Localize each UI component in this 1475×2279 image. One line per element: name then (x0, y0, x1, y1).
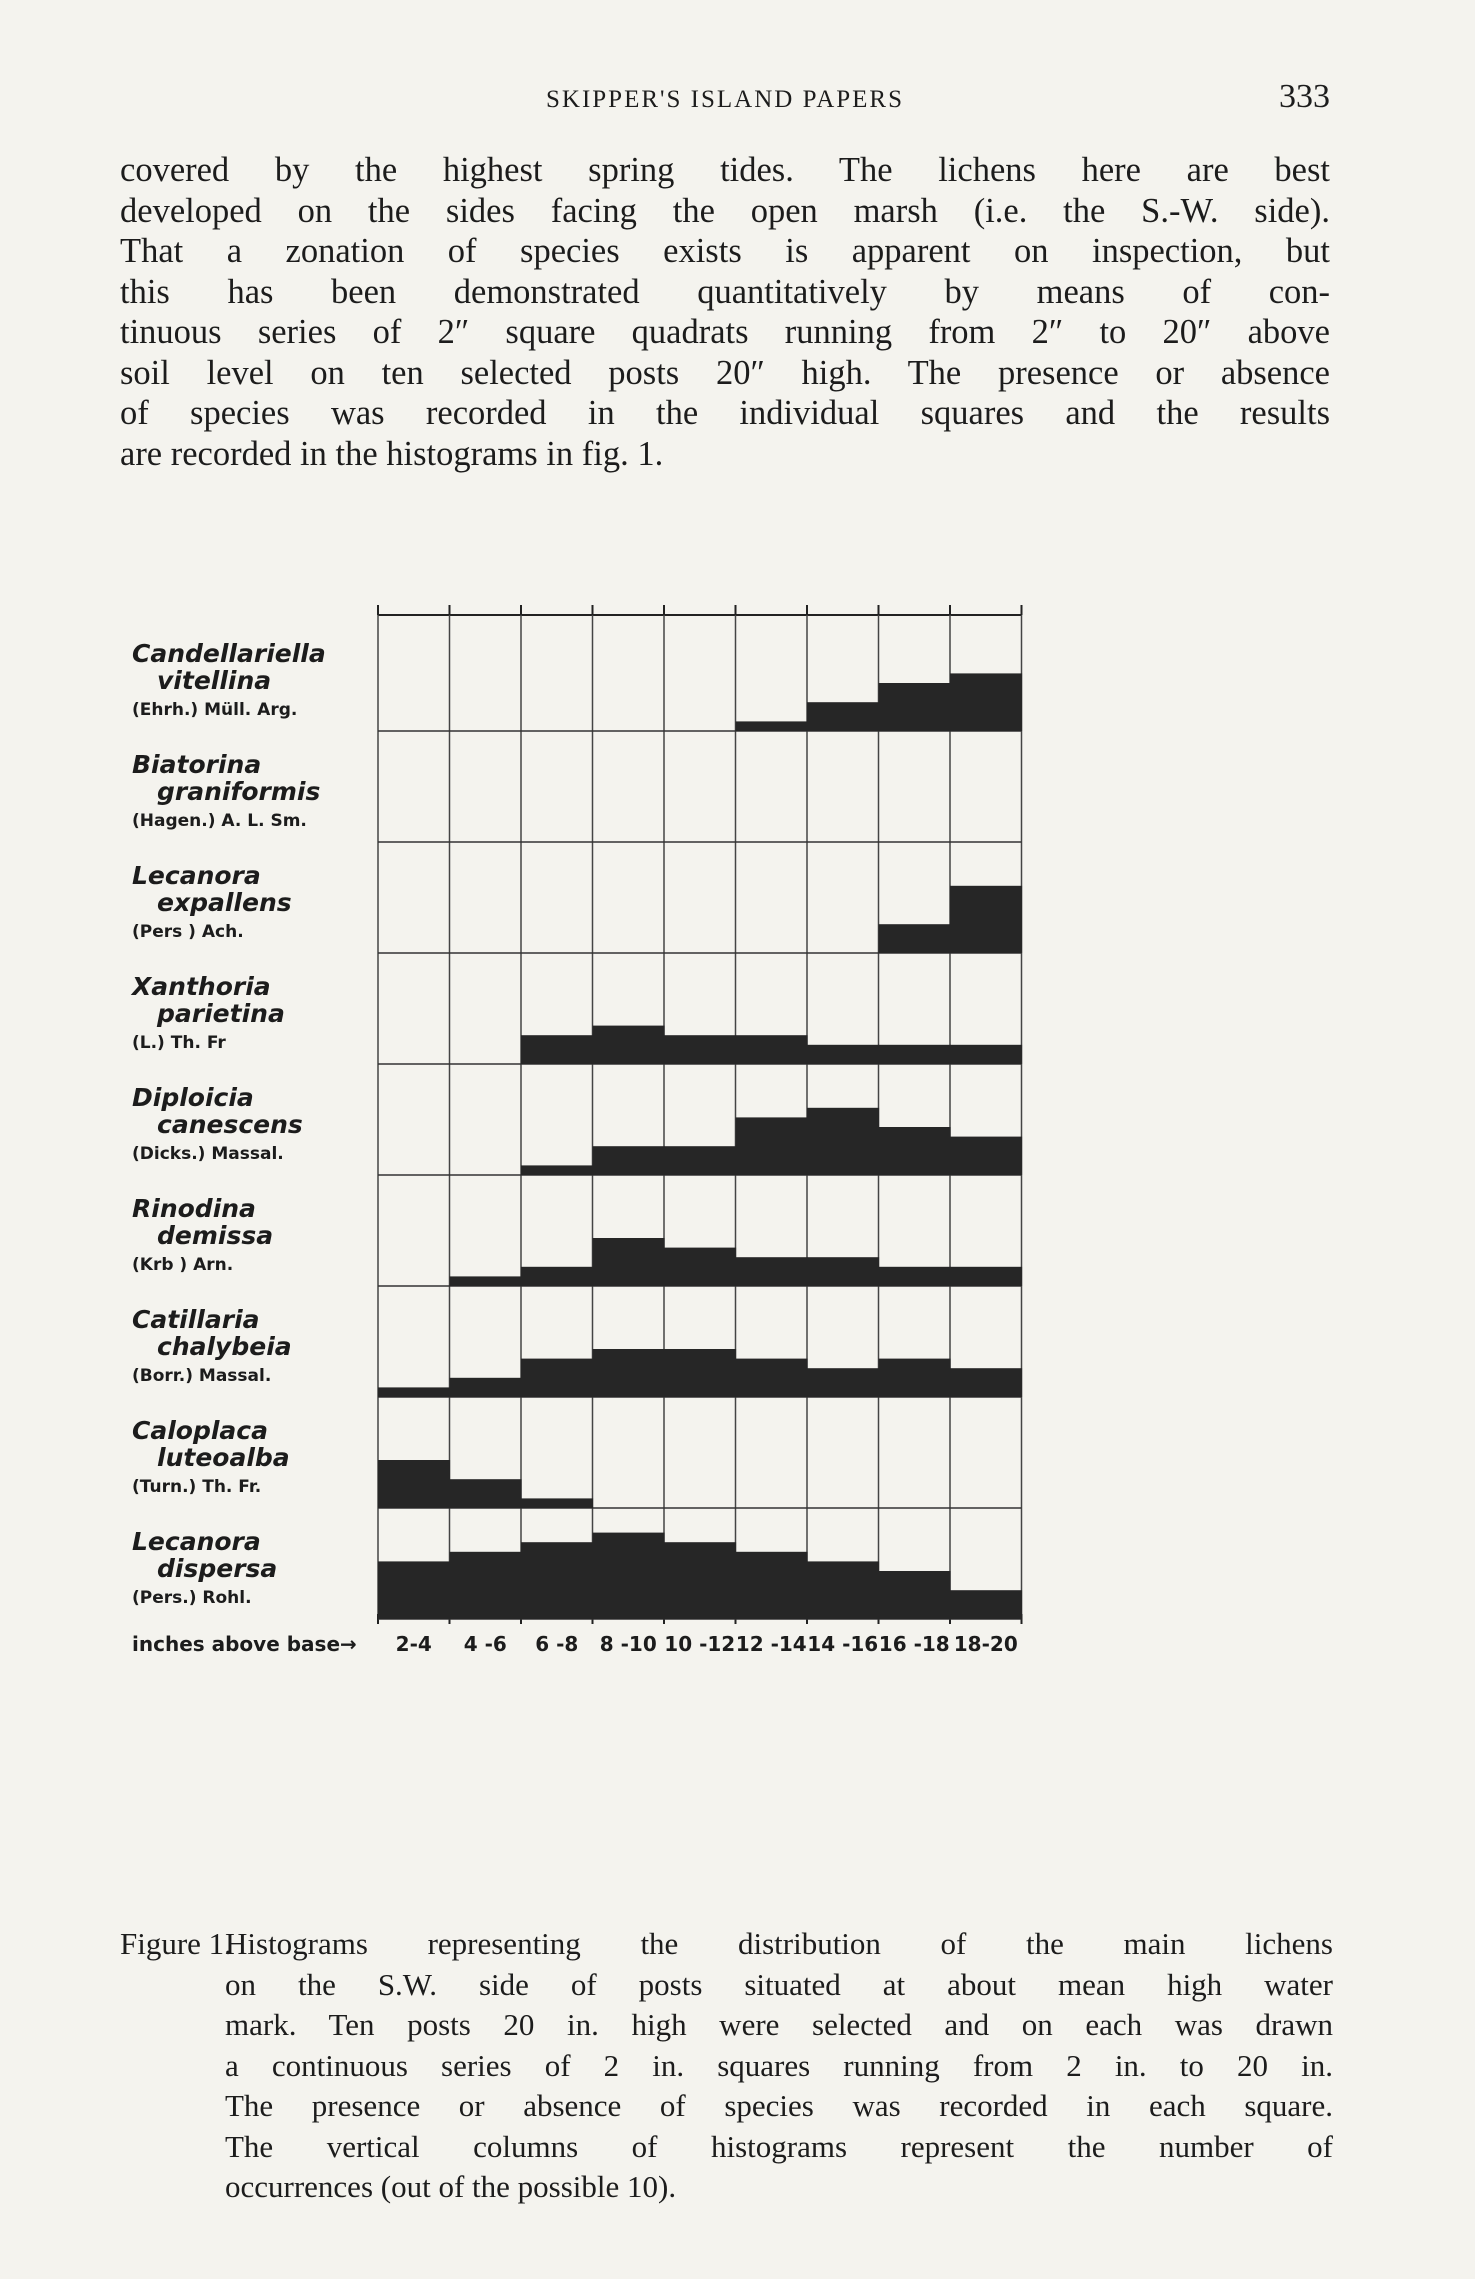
histogram-bar (593, 1026, 665, 1064)
histogram-bar (736, 1359, 808, 1397)
histogram-bar (879, 1359, 951, 1397)
histogram-bar (521, 1035, 593, 1064)
species-epithet-label: vitellina (157, 666, 272, 695)
histogram-bar (664, 1542, 736, 1619)
histogram-bar (521, 1542, 593, 1619)
caption-label: Figure 1. (120, 1926, 232, 1961)
histogram-bar (879, 1127, 951, 1175)
histogram-bar (593, 1349, 665, 1397)
caption-line: on the S.W. side of posts situated at about mean high water (225, 1966, 1333, 2002)
histogram-bar (593, 1533, 665, 1619)
histogram-bar (664, 1146, 736, 1175)
figure-1 (120, 605, 1340, 1935)
caption-line: The presence or absence of species was recorded in each square. (225, 2088, 1333, 2123)
x-tick-label: 16 -18 (878, 1632, 950, 1656)
x-tick-label: 12 -14 (735, 1632, 807, 1656)
histogram-bar (521, 1165, 593, 1175)
species-genus-label: Xanthoria (132, 972, 271, 1001)
species-epithet-label: chalybeia (157, 1332, 292, 1361)
histogram-bar (378, 1460, 450, 1508)
histogram-bar (736, 1257, 808, 1286)
caption-line: occurrences (out of the possible 10). (225, 2169, 677, 2204)
body-text-line: are recorded in the histograms in fig. 1. (120, 434, 664, 473)
body-text-line: covered by the highest spring tides. The lichens here are best (120, 151, 1330, 189)
histogram-bar (736, 1552, 808, 1619)
histogram-bar (950, 1368, 1022, 1397)
body-text-line: That a zonation of species exists is apparent on inspection, but (120, 232, 1330, 270)
histogram-bar (950, 1045, 1022, 1064)
species-genus-label: Lecanora (132, 861, 261, 890)
caption-line: Histograms representing the distribution of the main lichens (225, 1926, 1333, 1961)
body-paragraph (120, 150, 1330, 474)
caption-line: mark. Ten posts 20 in. high were selected and on each was drawn (225, 2007, 1333, 2042)
body-text-line: soil level on ten selected posts 20″ high. The presence or absence (120, 353, 1330, 392)
histogram-bar (521, 1267, 593, 1286)
histogram-bar (950, 886, 1022, 953)
species-authority-label: (Hagen.) A. L. Sm. (132, 811, 307, 831)
body-text-line: tinuous series of 2″ square quadrats running from 2″ to 20″ above (120, 313, 1330, 351)
histogram-bar (950, 1137, 1022, 1175)
species-epithet-label: canescens (157, 1110, 303, 1139)
histogram-bar (879, 1267, 951, 1286)
species-authority-label: (Borr.) Massal. (132, 1366, 272, 1386)
species-genus-label: Caloplaca (132, 1416, 268, 1445)
species-epithet-label: expallens (157, 888, 292, 917)
histogram-bar (521, 1498, 593, 1508)
species-genus-label: Candellariella (132, 639, 326, 668)
histogram-bar (664, 1035, 736, 1064)
histogram-bar (664, 1248, 736, 1286)
histogram-bar (450, 1378, 522, 1397)
histogram-bar (378, 1561, 450, 1619)
histogram-chart (120, 605, 1340, 1935)
species-authority-label: (L.) Th. Fr (132, 1033, 226, 1053)
histogram-bar (450, 1276, 522, 1286)
body-text-line: of species was recorded in the individual squares and the results (120, 394, 1330, 432)
histogram-bar (879, 924, 951, 953)
species-genus-label: Rinodina (132, 1194, 256, 1223)
x-tick-label: 4 -6 (463, 1632, 507, 1656)
species-authority-label: (Dicks.) Massal. (132, 1144, 284, 1164)
species-authority-label: (Pers.) Rohl. (132, 1588, 252, 1608)
species-authority-label: (Krb ) Arn. (132, 1255, 234, 1275)
x-tick-label: 18-20 (953, 1632, 1018, 1656)
body-text-line: this has been demonstrated quantitatively by means of con- (120, 272, 1330, 311)
histogram-bar (664, 1349, 736, 1397)
histogram-bar (450, 1552, 522, 1619)
histogram-bar (736, 1035, 808, 1064)
x-axis-title: inches above base→ (132, 1632, 357, 1656)
species-genus-label: Biatorina (132, 750, 262, 779)
running-head: SKIPPER'S ISLAND PAPERS (545, 86, 905, 113)
histogram-bar (950, 1590, 1022, 1619)
histogram-bar (807, 702, 879, 731)
species-genus-label: Diploicia (132, 1083, 254, 1112)
histogram-bar (950, 673, 1022, 731)
histogram-bar (807, 1368, 879, 1397)
x-tick-label: 6 -8 (535, 1632, 579, 1656)
species-epithet-label: parietina (157, 999, 285, 1028)
x-tick-label: 8 -10 (599, 1632, 657, 1656)
caption-line: a continuous series of 2 in. squares running from 2 in. to 20 in. (225, 2047, 1333, 2083)
species-authority-label: (Pers ) Ach. (132, 922, 244, 942)
histogram-bar (593, 1146, 665, 1175)
species-authority-label: (Turn.) Th. Fr. (132, 1477, 262, 1497)
x-tick-label: 2-4 (395, 1632, 432, 1656)
species-genus-label: Catillaria (132, 1305, 260, 1334)
histogram-bar (879, 1571, 951, 1619)
species-genus-label: Lecanora (132, 1527, 261, 1556)
species-epithet-label: dispersa (157, 1554, 278, 1583)
histogram-bar (378, 1387, 450, 1397)
histogram-bar (736, 721, 808, 731)
caption-text (225, 1924, 1333, 2208)
histogram-bar (950, 1267, 1022, 1286)
histogram-bar (807, 1561, 879, 1619)
species-authority-label: (Ehrh.) Müll. Arg. (132, 700, 298, 720)
histogram-bar (736, 1117, 808, 1175)
histogram-bar (879, 1045, 951, 1064)
histogram-bar (807, 1257, 879, 1286)
x-tick-label: 10 -12 (664, 1632, 736, 1656)
histogram-bar (521, 1359, 593, 1397)
page-header (120, 76, 1330, 126)
species-epithet-label: luteoalba (157, 1443, 290, 1472)
histogram-bar (807, 1045, 879, 1064)
species-epithet-label: graniformis (157, 777, 321, 806)
histogram-bar (807, 1108, 879, 1175)
x-tick-label: 14 -16 (807, 1632, 879, 1656)
histogram-bar (450, 1479, 522, 1508)
body-text-line: developed on the sides facing the open marsh (i.e. the S.-W. side). (120, 191, 1330, 230)
histogram-bar (593, 1238, 665, 1286)
page-number: 333 (1279, 78, 1330, 115)
species-epithet-label: demissa (157, 1221, 274, 1250)
histogram-bar (879, 683, 951, 731)
caption-line: The vertical columns of histograms represent the number of (225, 2128, 1333, 2164)
